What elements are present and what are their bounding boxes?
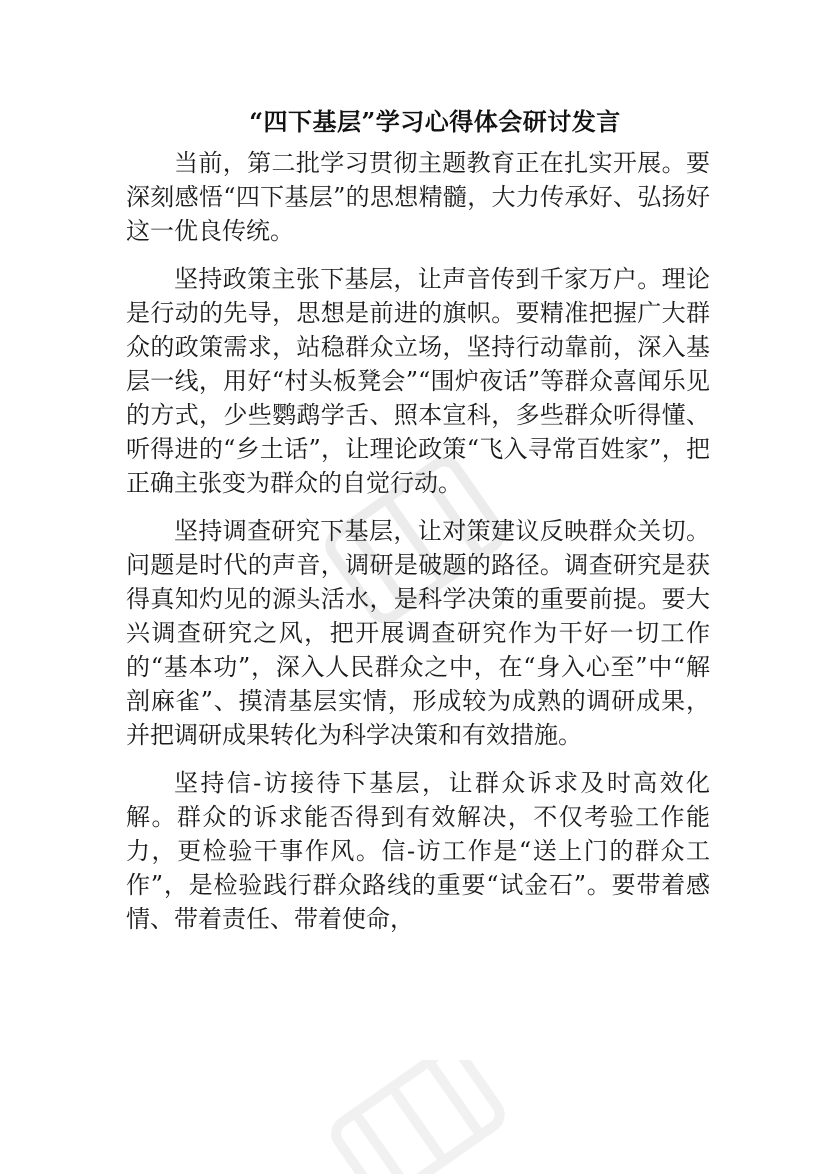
watermark-logo-bottom [300, 1060, 530, 1174]
paragraph-petition: 坚持信-访接待下基层，让群众诉求及时高效化解。群众的诉求能否得到有效解决，不仅考验工作能力，更检验干事作风。信-访工作是“送上门的群众工作”，是检验践行群众路线的重要“试金石”。要带着感情、带着责任、带着使命， [126, 769, 710, 933]
paragraph-research: 坚持调查研究下基层，让对策建议反映群众关切。问题是时代的声音，调研是破题的路径。调查研究是获得真知灼见的源头活水，是科学决策的重要前提。要大兴调查研究之风，把开展调查研究作为干好一切工作的“基本功”，深入人民群众之中，在“身入心至”中“解剖麻雀”、摸清基层实情，形成较为成熟的调研成果，并把调研成果转化为科学决策和有效措施。 [126, 517, 710, 749]
document-title: “四下基层”学习心得体会研讨发言 [249, 107, 621, 136]
paragraph-policy: 坚持政策主张下基层，让声音传到千家万户。理论是行动的先导，思想是前进的旗帜。要精准把握广大群众的政策需求，站稳群众立场，坚持行动靠前，深入基层一线，用好“村头板凳会”“围炉夜话”等群众喜闻乐见的方式，少些鹦鹉学舌、照本宣科，多些群众听得懂、听得进的“乡土话”，让理论政策“飞入寻常百姓家”，把正确主张变为群众的自觉行动。 [126, 265, 710, 497]
paragraph-intro: 当前，第二批学习贯彻主题教育正在扎实开展。要深刻感悟“四下基层”的思想精髓，大力传承好、弘扬好这一优良传统。 [126, 149, 710, 245]
document-body [126, 146, 710, 950]
